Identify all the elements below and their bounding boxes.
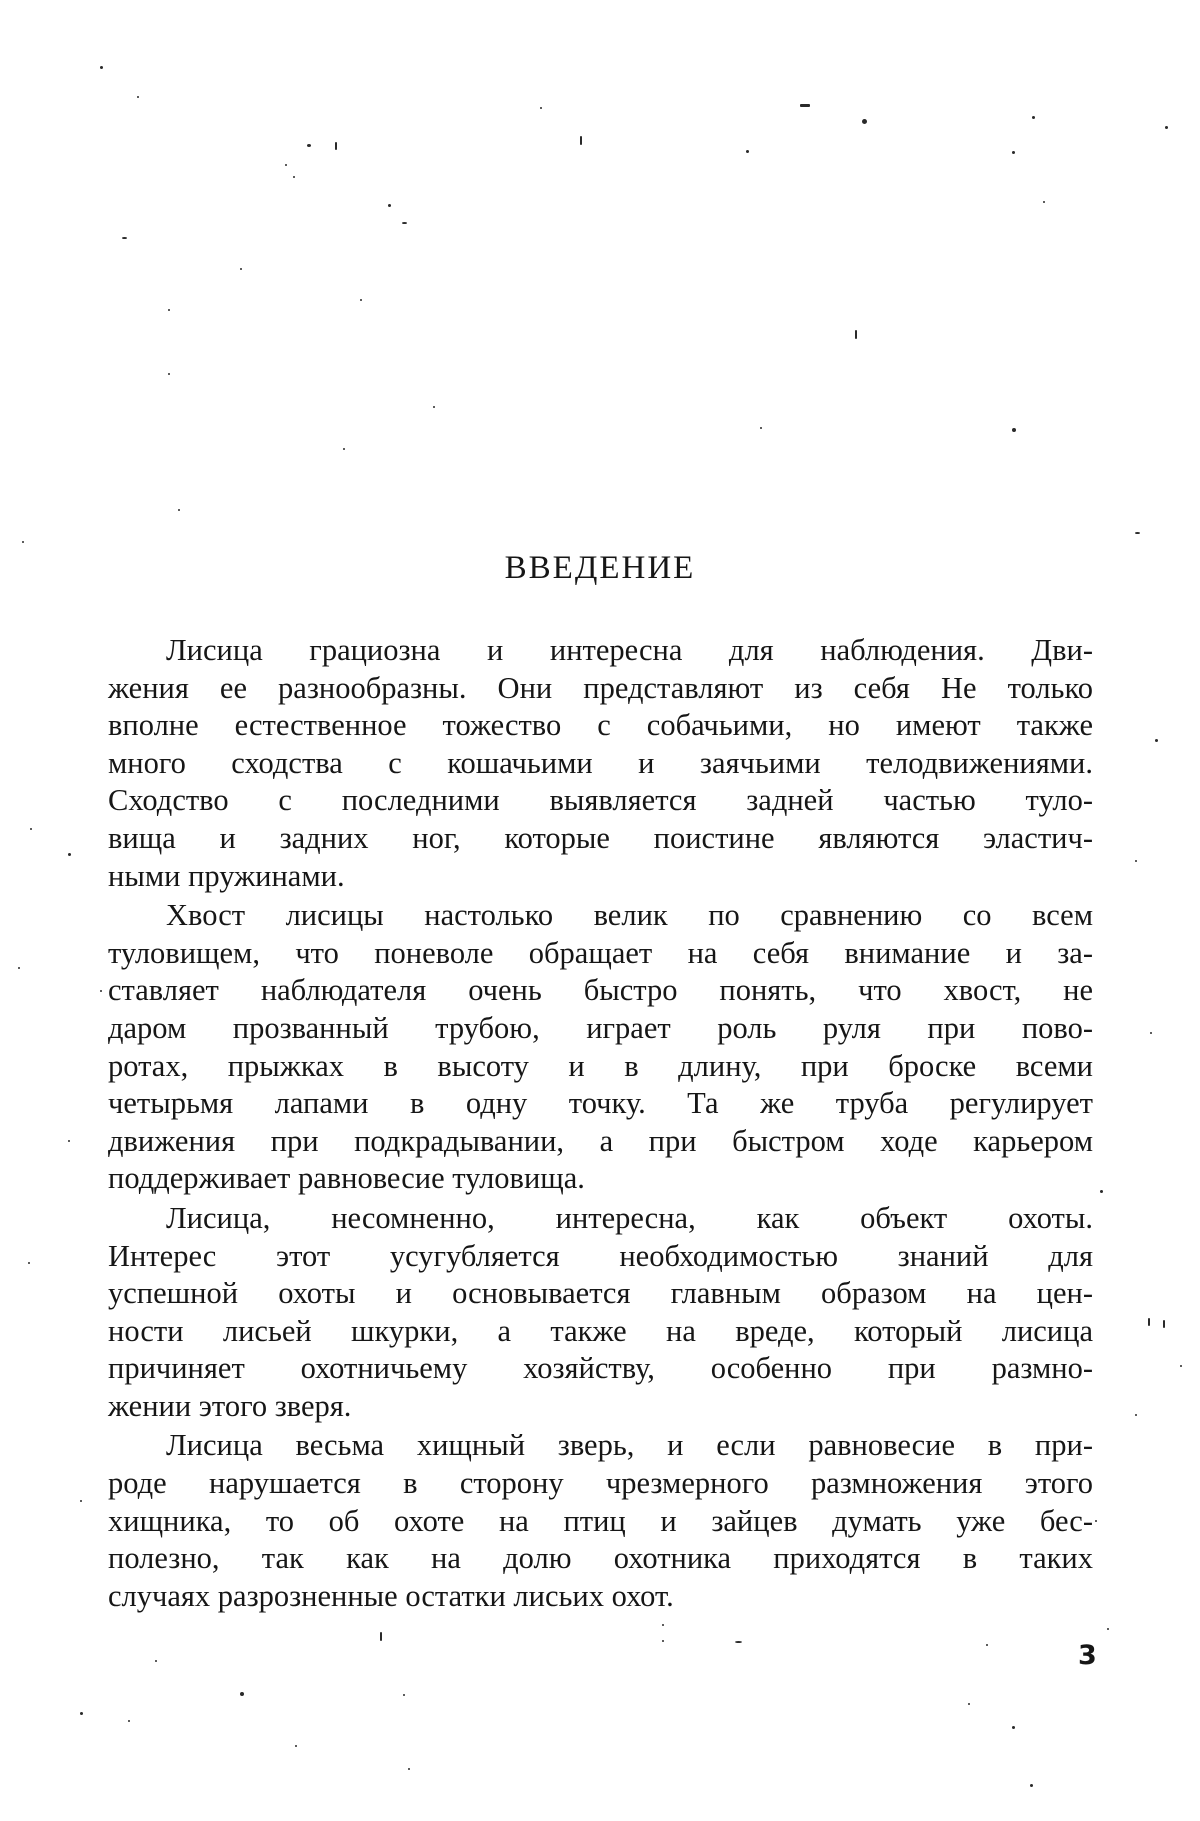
text-line: ротах, прыжках в высоту и в длину, при броске всеми bbox=[108, 1048, 1093, 1083]
body-text bbox=[108, 632, 1093, 1617]
text-line: жения ее разнообразны. Они представляют из себя Не только bbox=[108, 670, 1093, 705]
text-line: вища и задних ног, которые поистине являются эластич- bbox=[108, 820, 1093, 855]
text-line: много сходства с кошачьими и заячьими телодвижениями. bbox=[108, 745, 1093, 780]
text-line: Хвост лисицы настолько велик по сравнению со всем bbox=[166, 898, 1093, 933]
text-line: полезно, так как на долю охотника приходятся в таких bbox=[108, 1541, 1093, 1576]
text-line: причиняет охотничьему хозяйству, особенно при размно- bbox=[108, 1351, 1093, 1386]
paragraph bbox=[108, 897, 1093, 1198]
text-line: движения при подкрадывании, а при быстром ходе карьером bbox=[108, 1123, 1093, 1158]
paragraph bbox=[108, 1427, 1093, 1615]
chapter-heading: ВВЕДЕНИЕ bbox=[504, 550, 696, 586]
text-line: ности лисьей шкурки, а также на вреде, который лисица bbox=[108, 1313, 1093, 1348]
text-line: туловищем, что поневоле обращает на себя внимание и за- bbox=[108, 935, 1093, 970]
text-line: ставляет наблюдателя очень быстро понять, что хвост, не bbox=[108, 973, 1093, 1008]
text-line: Лисица грациозна и интересна для наблюдения. Дви- bbox=[166, 633, 1093, 667]
text-line: Сходство с последними выявляется задней частью туло- bbox=[108, 783, 1093, 818]
text-line: Интерес этот усугубляется необходимостью знаний для bbox=[108, 1238, 1093, 1273]
text-line: роде нарушается в сторону чрезмерного размножения этого bbox=[108, 1466, 1093, 1501]
text-line: жении этого зверя. bbox=[108, 1388, 352, 1423]
text-line: даром прозванный трубою, играет роль руля при пово- bbox=[108, 1010, 1093, 1045]
page-number: 3 bbox=[1078, 1640, 1097, 1671]
text-line: поддерживает равновесие туловища. bbox=[108, 1161, 585, 1196]
text-line: четырьмя лапами в одну точку. Та же труба регулирует bbox=[108, 1086, 1093, 1121]
text-line: ными пружинами. bbox=[108, 858, 345, 893]
paragraph bbox=[108, 632, 1093, 895]
text-line: вполне естественное тожество с собачьими, но имеют также bbox=[108, 708, 1093, 743]
text-line: успешной охоты и основывается главным образом на цен- bbox=[108, 1276, 1093, 1311]
paragraph bbox=[108, 1200, 1093, 1426]
text-line: хищника, то об охоте на птиц и зайцев думать уже бес- bbox=[108, 1503, 1093, 1538]
text-line: Лисица весьма хищный зверь, и если равновесие в при- bbox=[166, 1428, 1093, 1463]
text-line: случаях разрозненные остатки лисьих охот. bbox=[108, 1578, 674, 1613]
text-line: Лисица, несомненно, интересна, как объект охоты. bbox=[166, 1200, 1093, 1235]
